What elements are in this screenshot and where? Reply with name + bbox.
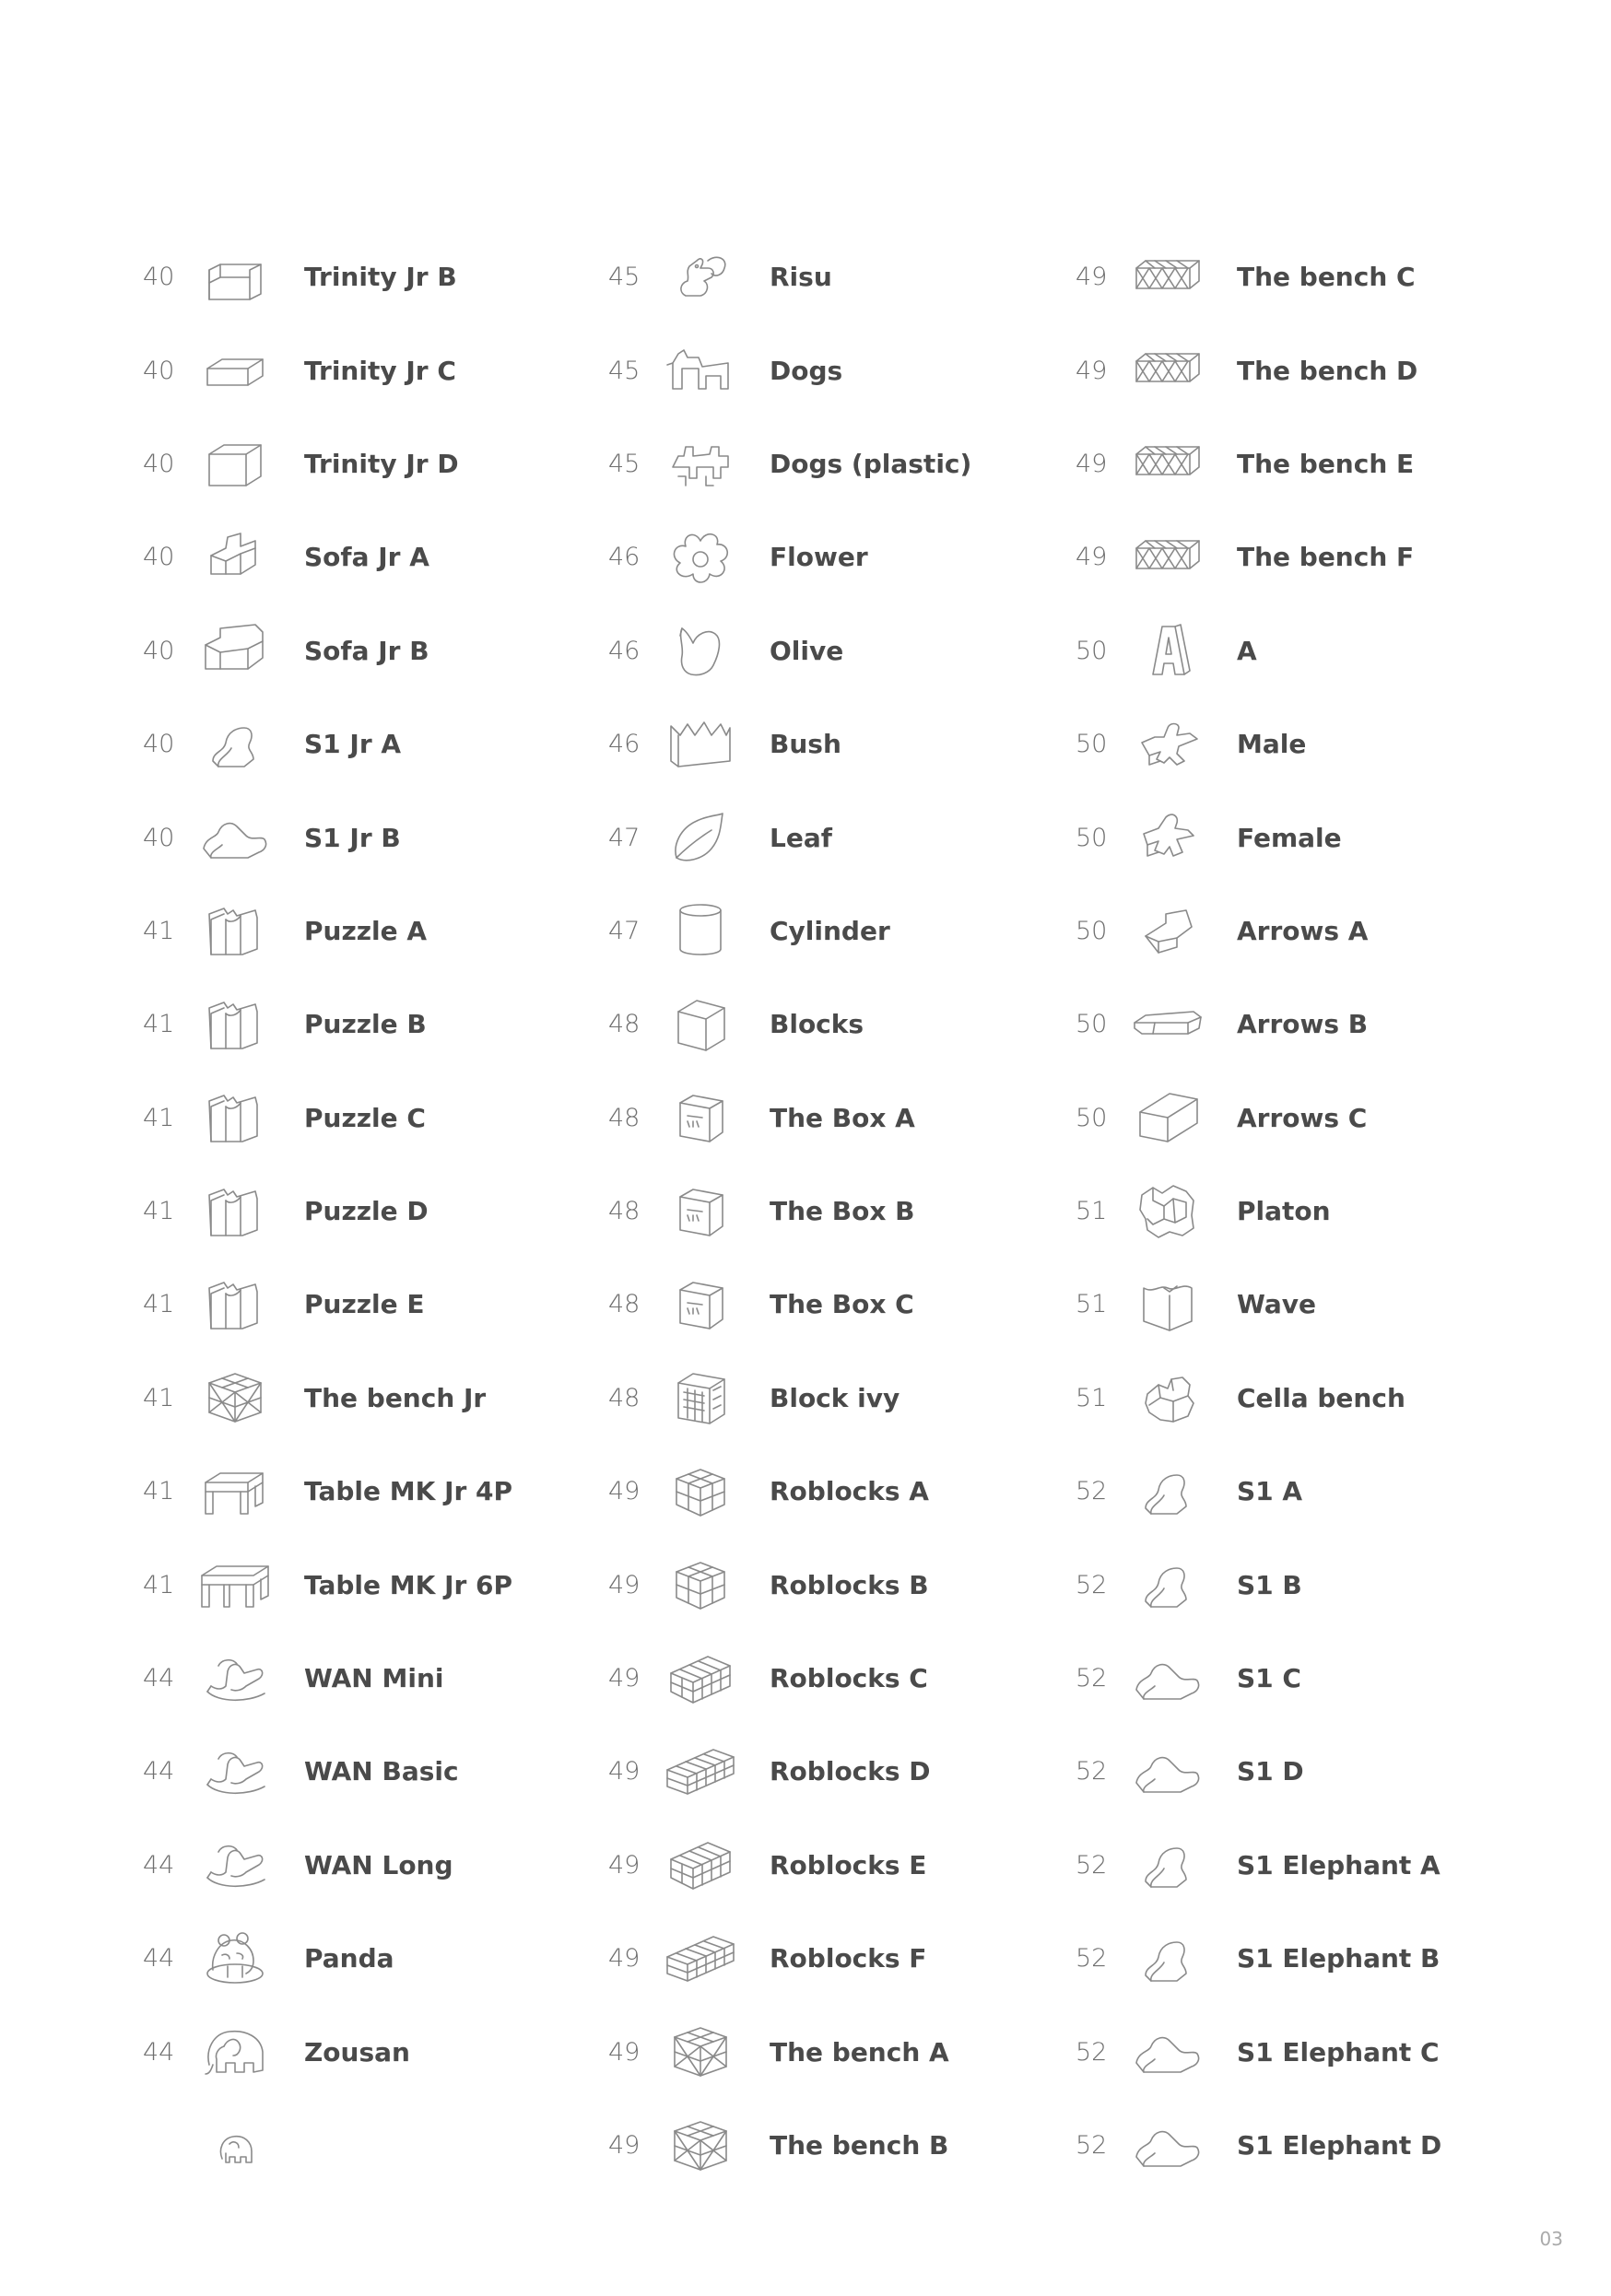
female-figure-icon: [1131, 806, 1205, 869]
entry-product-name: WAN Long: [304, 1849, 453, 1880]
grid-block-long-icon: [664, 1740, 737, 1803]
entry-product-name: Roblocks B: [770, 1569, 929, 1600]
entry-product-name: Table MK Jr 6P: [304, 1569, 513, 1600]
index-entry: [1076, 1725, 1555, 1818]
entry-product-name: Flower: [770, 542, 868, 573]
entry-product-name: S1 B: [1237, 1569, 1302, 1600]
entry-page-number: 41: [143, 1197, 175, 1226]
wave-seat-long-icon: [1131, 1740, 1205, 1803]
dog-outline-icon: [664, 432, 737, 495]
olive-icon: [664, 619, 737, 682]
entry-product-name: S1 A: [1237, 1476, 1303, 1507]
entry-page-number: 52: [1076, 1477, 1108, 1506]
elephant-icon: [198, 2021, 272, 2083]
index-entry: [608, 1819, 1088, 1912]
entry-product-name: Panda: [304, 1943, 394, 1974]
entry-product-name: Dogs: [770, 355, 843, 386]
index-entry: [1076, 604, 1555, 697]
entry-product-name: Cylinder: [770, 915, 890, 946]
entry-product-name: S1 C: [1237, 1663, 1301, 1694]
entry-page-number: 49: [608, 1664, 641, 1693]
entry-page-number: 52: [1076, 2037, 1108, 2067]
entry-page-number: 44: [143, 1850, 175, 1880]
entry-page-number: 45: [608, 449, 641, 478]
entry-page-number: 48: [608, 1290, 641, 1319]
leaf-icon: [664, 806, 737, 869]
index-entry: [608, 230, 1088, 323]
entry-page-number: 49: [1076, 263, 1108, 292]
entry-page-number: 49: [608, 1850, 641, 1880]
platon-icon: [1131, 1180, 1205, 1243]
sofa-icon: [198, 526, 272, 589]
entry-page-number: 41: [143, 1570, 175, 1599]
entry-product-name: Table MK Jr 4P: [304, 1476, 513, 1507]
cylinder-icon: [664, 899, 737, 962]
index-entry: [608, 884, 1088, 978]
entry-product-name: Bush: [770, 729, 841, 760]
wave-seat-icon: [198, 713, 272, 776]
entry-page-number: 49: [608, 1944, 641, 1974]
wave-seat-icon: [1131, 1553, 1205, 1616]
entry-product-name: A: [1237, 635, 1257, 666]
entry-product-name: The bench B: [770, 2130, 949, 2161]
index-entry: [608, 417, 1088, 510]
entry-page-number: 41: [143, 1290, 175, 1319]
wave-seat-long-icon: [1131, 1647, 1205, 1710]
wave-seat-icon: [1131, 1833, 1205, 1896]
index-entry: [143, 2099, 622, 2192]
index-entry: [143, 1165, 622, 1258]
index-entry: [1076, 1632, 1555, 1725]
entry-page-number: 49: [608, 1757, 641, 1786]
index-entry: [608, 1538, 1088, 1631]
index-entry: [608, 1632, 1088, 1725]
entry-page-number: 44: [143, 1757, 175, 1786]
entry-page-number: 49: [1076, 449, 1108, 478]
entry-page-number: 50: [1076, 823, 1108, 852]
index-entry: [1076, 1258, 1555, 1351]
index-entry: [608, 1072, 1088, 1165]
index-entry: [143, 1445, 622, 1538]
entry-product-name: Female: [1237, 822, 1342, 853]
flat-box-icon: [198, 339, 272, 402]
grid-cube-icon: [664, 1553, 737, 1616]
index-entry: [608, 1258, 1088, 1351]
entry-product-name: S1 Elephant A: [1237, 1849, 1440, 1880]
box-icon: [664, 1273, 737, 1336]
entry-page-number: 41: [143, 1477, 175, 1506]
wave-cube-icon: [1131, 1273, 1205, 1336]
entry-product-name: Dogs (plastic): [770, 448, 972, 479]
cella-icon: [1131, 1366, 1205, 1429]
entry-product-name: Platon: [1237, 1196, 1331, 1227]
entry-product-name: Block ivy: [770, 1382, 900, 1413]
index-entry: [143, 978, 622, 1071]
index-entry: [1076, 510, 1555, 603]
index-entry: [143, 697, 622, 791]
index-entry: [143, 1912, 622, 2005]
wave-seat-long-icon: [1131, 2021, 1205, 2083]
entry-page-number: 52: [1076, 1757, 1108, 1786]
entry-page-number: 44: [143, 1664, 175, 1693]
box-icon: [664, 1180, 737, 1243]
grid-block-icon: [664, 1647, 737, 1710]
entry-product-name: The bench C: [1237, 262, 1416, 293]
grid-block-long-icon: [664, 1927, 737, 1990]
entry-page-number: 45: [608, 356, 641, 385]
index-entry: [143, 323, 622, 416]
entry-page-number: 48: [608, 1010, 641, 1039]
entry-product-name: The bench D: [1237, 355, 1418, 386]
index-entry: [1076, 1538, 1555, 1631]
index-entry: [1076, 1912, 1555, 2005]
entry-page-number: 49: [608, 2131, 641, 2160]
elephant-small-icon: [198, 2114, 272, 2177]
entry-product-name: S1 Elephant B: [1237, 1943, 1440, 1974]
entry-page-number: 44: [143, 2037, 175, 2067]
wave-seat-icon: [1131, 1927, 1205, 1990]
index-entry: [1076, 1445, 1555, 1538]
entry-product-name: Puzzle B: [304, 1009, 427, 1040]
index-entry: [143, 884, 622, 978]
male-figure-icon: [1131, 713, 1205, 776]
entry-product-name: S1 Elephant D: [1237, 2130, 1442, 2161]
entry-product-name: The bench Jr: [304, 1382, 487, 1413]
grid-cube-icon: [664, 1460, 737, 1523]
entry-page-number: 44: [143, 1944, 175, 1974]
bush-icon: [664, 713, 737, 776]
entry-product-name: WAN Mini: [304, 1663, 444, 1694]
entry-product-name: The Box C: [770, 1289, 914, 1320]
puzzle-icon: [198, 899, 272, 962]
entry-product-name: Blocks: [770, 1009, 864, 1040]
index-entry: [1076, 1819, 1555, 1912]
entry-product-name: Arrows A: [1237, 915, 1369, 946]
index-entry: [143, 1538, 622, 1631]
entry-product-name: Puzzle E: [304, 1289, 425, 1320]
entry-page-number: 52: [1076, 1850, 1108, 1880]
index-entry: [608, 1912, 1088, 2005]
index-entry: [143, 1725, 622, 1818]
entry-page-number: 48: [608, 1383, 641, 1412]
arrow-block-icon: [1131, 899, 1205, 962]
index-entry: [608, 697, 1088, 791]
puzzle-icon: [198, 1180, 272, 1243]
rocker-icon: [198, 1833, 272, 1896]
entry-page-number: 50: [1076, 730, 1108, 759]
entry-page-number: 51: [1076, 1290, 1108, 1319]
entry-page-number: 48: [608, 1197, 641, 1226]
entry-product-name: Sofa Jr B: [304, 635, 429, 666]
arrow-box-icon: [1131, 1086, 1205, 1149]
index-entry: [1076, 1165, 1555, 1258]
entry-product-name: Trinity Jr C: [304, 355, 456, 386]
index-entry: [143, 1819, 622, 1912]
entry-page-number: 41: [143, 1383, 175, 1412]
entry-page-number: 45: [608, 263, 641, 292]
rocker-icon: [198, 1740, 272, 1803]
wave-seat-long-icon: [1131, 2114, 1205, 2177]
wave-seat-long-icon: [198, 806, 272, 869]
entry-page-number: 50: [1076, 916, 1108, 945]
box-icon: [664, 1086, 737, 1149]
entry-page-number: 49: [608, 1570, 641, 1599]
index-entry: [1076, 230, 1555, 323]
entry-page-number: 40: [143, 449, 175, 478]
entry-product-name: The bench A: [770, 2036, 949, 2068]
panda-icon: [198, 1927, 272, 1990]
index-entry: [143, 1632, 622, 1725]
index-entry: [143, 1072, 622, 1165]
entry-product-name: Roblocks E: [770, 1849, 927, 1880]
lattice-bench-icon: [1131, 339, 1205, 402]
index-entry: [608, 2099, 1088, 2192]
entry-product-name: Olive: [770, 635, 844, 666]
index-column-2: [608, 230, 1088, 2192]
index-entry: [1076, 323, 1555, 416]
index-entry: [143, 230, 622, 323]
index-entry: [608, 1445, 1088, 1538]
lattice-cube-icon: [664, 2021, 737, 2083]
index-entry: [143, 604, 622, 697]
entry-page-number: 41: [143, 916, 175, 945]
rocker-icon: [198, 1647, 272, 1710]
index-entry: [1076, 417, 1555, 510]
index-entry: [608, 791, 1088, 884]
entry-page-number: 50: [1076, 1103, 1108, 1132]
entry-page-number: 40: [143, 263, 175, 292]
entry-page-number: 52: [1076, 1664, 1108, 1693]
ivy-cube-icon: [664, 1366, 737, 1429]
entry-product-name: Roblocks A: [770, 1476, 929, 1507]
index-entry: [1076, 884, 1555, 978]
index-entry: [608, 510, 1088, 603]
index-entry: [1076, 2005, 1555, 2098]
entry-product-name: Arrows C: [1237, 1102, 1368, 1133]
entry-product-name: Trinity Jr D: [304, 448, 459, 479]
entry-product-name: The bench F: [1237, 542, 1415, 573]
entry-page-number: 52: [1076, 1570, 1108, 1599]
index-entry: [143, 791, 622, 884]
entry-page-number: 50: [1076, 1010, 1108, 1039]
index-entry: [143, 510, 622, 603]
entry-product-name: Risu: [770, 262, 832, 293]
entry-product-name: Male: [1237, 729, 1307, 760]
lattice-bench-icon: [1131, 526, 1205, 589]
entry-product-name: Roblocks C: [770, 1663, 928, 1694]
lattice-cube-icon: [198, 1366, 272, 1429]
entry-page-number: 52: [1076, 2131, 1108, 2160]
entry-page-number: 51: [1076, 1383, 1108, 1412]
entry-product-name: The bench E: [1237, 448, 1415, 479]
index-entry: [143, 2005, 622, 2098]
cube-box-icon: [198, 432, 272, 495]
entry-page-number: 47: [608, 916, 641, 945]
entry-product-name: S1 Jr A: [304, 729, 402, 760]
puzzle-icon: [198, 993, 272, 1056]
entry-product-name: Puzzle C: [304, 1102, 426, 1133]
flower-icon: [664, 526, 737, 589]
arrow-long-icon: [1131, 993, 1205, 1056]
letter-a-icon: [1131, 619, 1205, 682]
index-column-1: [143, 230, 622, 2192]
entry-page-number: 47: [608, 823, 641, 852]
index-entry: [1076, 1072, 1555, 1165]
entry-page-number: 49: [608, 1477, 641, 1506]
entry-product-name: Cella bench: [1237, 1382, 1405, 1413]
index-entry: [1076, 697, 1555, 791]
armchair-icon: [198, 246, 272, 309]
entry-product-name: Puzzle D: [304, 1196, 429, 1227]
index-entry: [1076, 1352, 1555, 1445]
entry-page-number: 40: [143, 823, 175, 852]
index-entry: [608, 1352, 1088, 1445]
entry-page-number: 40: [143, 730, 175, 759]
entry-page-number: 49: [608, 2037, 641, 2067]
index-entry: [608, 978, 1088, 1071]
entry-page-number: 46: [608, 543, 641, 572]
table-long-icon: [198, 1553, 272, 1616]
entry-page-number: 41: [143, 1103, 175, 1132]
entry-product-name: Leaf: [770, 822, 832, 853]
entry-product-name: Roblocks D: [770, 1756, 931, 1787]
sofa-long-icon: [198, 619, 272, 682]
entry-product-name: Arrows B: [1237, 1009, 1369, 1040]
puzzle-icon: [198, 1273, 272, 1336]
table-icon: [198, 1460, 272, 1523]
index-entry: [608, 1165, 1088, 1258]
entry-product-name: S1 D: [1237, 1756, 1304, 1787]
index-entry: [1076, 791, 1555, 884]
entry-page-number: 46: [608, 636, 641, 665]
entry-product-name: Zousan: [304, 2036, 410, 2068]
entry-page-number: 49: [1076, 356, 1108, 385]
page-number: 03: [1539, 2228, 1563, 2250]
entry-product-name: S1 Jr B: [304, 822, 401, 853]
entry-product-name: The Box B: [770, 1196, 915, 1227]
grid-block-icon: [664, 1833, 737, 1896]
entry-product-name: WAN Basic: [304, 1756, 459, 1787]
squirrel-icon: [664, 246, 737, 309]
cube-icon: [664, 993, 737, 1056]
entry-page-number: 52: [1076, 1944, 1108, 1974]
entry-page-number: 50: [1076, 636, 1108, 665]
index-entry: [143, 417, 622, 510]
index-entry: [143, 1258, 622, 1351]
entry-product-name: Sofa Jr A: [304, 542, 429, 573]
index-entry: [143, 1352, 622, 1445]
index-entry: [608, 604, 1088, 697]
entry-product-name: Wave: [1237, 1289, 1317, 1320]
entry-page-number: 49: [1076, 543, 1108, 572]
index-entry: [608, 323, 1088, 416]
lattice-bench-icon: [1131, 432, 1205, 495]
index-entry: [1076, 978, 1555, 1071]
entry-product-name: Trinity Jr B: [304, 262, 457, 293]
index-entry: [608, 1725, 1088, 1818]
index-column-3: [1076, 230, 1555, 2192]
entry-page-number: 51: [1076, 1197, 1108, 1226]
lattice-bench-icon: [1131, 246, 1205, 309]
entry-page-number: 41: [143, 1010, 175, 1039]
entry-product-name: Puzzle A: [304, 915, 428, 946]
entry-page-number: 48: [608, 1103, 641, 1132]
lattice-cube-icon: [664, 2114, 737, 2177]
entry-product-name: S1 Elephant C: [1237, 2036, 1440, 2068]
entry-page-number: 46: [608, 730, 641, 759]
index-entry: [608, 2005, 1088, 2098]
wave-seat-icon: [1131, 1460, 1205, 1523]
entry-product-name: The Box A: [770, 1102, 915, 1133]
entry-page-number: 40: [143, 543, 175, 572]
puzzle-icon: [198, 1086, 272, 1149]
index-entry: [1076, 2099, 1555, 2192]
entry-page-number: 40: [143, 636, 175, 665]
entry-page-number: 40: [143, 356, 175, 385]
dog-icon: [664, 339, 737, 402]
entry-product-name: Roblocks F: [770, 1943, 927, 1974]
